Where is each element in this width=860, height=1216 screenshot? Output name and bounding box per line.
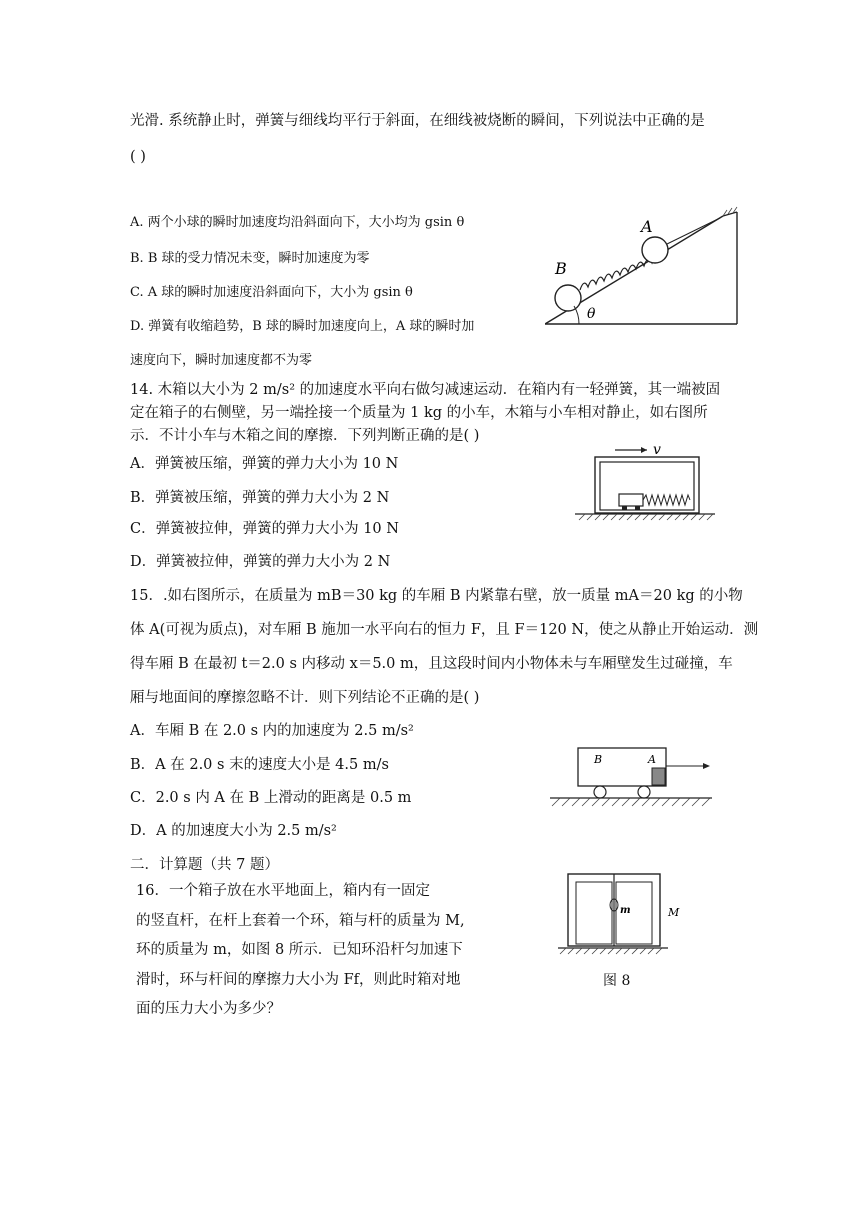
thread <box>667 218 720 244</box>
ball-a <box>642 237 668 263</box>
cart <box>619 494 643 506</box>
q16-box-figure <box>556 870 686 960</box>
label-a: A <box>641 217 653 236</box>
label-m: m <box>620 905 631 916</box>
q13-incline-figure <box>545 202 745 330</box>
label-big-m: M <box>668 906 680 919</box>
ground-hatch <box>552 798 710 806</box>
q14-line1: 14. 木箱以大小为 2 m/s² 的加速度水平向右做匀减速运动．在箱内有一轻弹簧，其一端被固 <box>130 382 721 398</box>
q14-line2: 定在箱子的右侧壁，另一端拴接一个质量为 1 kg 的小车，木箱与小车相对静止，如右图所 <box>130 405 708 421</box>
q13-option-b: B. B 球的受力情况未变，瞬时加速度为零 <box>130 251 370 266</box>
force-arrowhead <box>703 763 710 769</box>
q13-answer-paren: ( ) <box>130 149 146 165</box>
q15-line2: 体 A(可视为质点)，对车厢 B 施加一水平向右的恒力 F，且 F＝120 N，使之从静止开始运动．测 <box>130 622 759 638</box>
q13-option-c: C. A 球的瞬时加速度沿斜面向下，大小为 gsin θ <box>130 285 413 300</box>
q15-option-b: B．A 在 2.0 s 末的速度大小是 4.5 m/s <box>130 757 389 773</box>
q15-option-a: A．车厢 B 在 2.0 s 内的加速度为 2.5 m/s² <box>130 723 414 739</box>
q14-option-a: A．弹簧被压缩，弹簧的弹力大小为 10 N <box>130 456 399 472</box>
wheel-left <box>594 786 606 798</box>
ball-b <box>555 285 581 311</box>
label-b: B <box>594 753 603 766</box>
q13-intro-line: 光滑. 系统静止时，弹簧与细线均平行于斜面，在细线被烧断的瞬间，下列说法中正确的是 <box>130 113 705 129</box>
q16-line5: 面的压力大小为多少？ <box>136 1001 281 1017</box>
q15-line4: 厢与地面间的摩擦忽略不计．则下列结论不正确的是( ) <box>130 690 480 706</box>
block-a <box>652 768 665 785</box>
figure-8-caption: 图 8 <box>603 973 631 989</box>
label-b: B <box>555 259 567 278</box>
q14-line3: 示．不计小车与木箱之间的摩擦．下列判断正确的是( ) <box>130 428 480 444</box>
q16-line1: 16．一个箱子放在水平地面上，箱内有一固定 <box>136 883 430 899</box>
q14-option-b: B．弹簧被压缩，弹簧的弹力大小为 2 N <box>130 490 390 506</box>
cart-wheel-right <box>635 506 640 510</box>
q15-line1: 15．.如右图所示，在质量为 mB＝30 kg 的车厢 B 内紧靠右壁，放一质量 mA＝20 kg 的小物 <box>130 588 743 604</box>
velocity-arrowhead <box>641 447 647 453</box>
q13-option-d-line1: D. 弹簧有收缩趋势，B 球的瞬时加速度向上，A 球的瞬时加 <box>130 319 475 334</box>
q15-cart-figure <box>548 744 718 810</box>
q16-line3: 环的质量为 m，如图 8 所示．已知环沿杆匀加速下 <box>136 942 463 958</box>
q16-line2: 的竖直杆，在杆上套着一个环，箱与杆的质量为 M, <box>136 913 465 929</box>
box-outer <box>595 457 699 513</box>
wheel-right <box>638 786 650 798</box>
ground-hatch <box>579 514 713 520</box>
spring <box>643 495 690 505</box>
label-a: A <box>648 753 656 766</box>
section-heading: 二．计算题（共 7 题） <box>130 857 279 873</box>
label-theta: θ <box>587 306 596 322</box>
q14-option-d: D．弹簧被拉伸，弹簧的弹力大小为 2 N <box>130 554 391 570</box>
q14-box-figure <box>575 440 717 524</box>
q13-option-a: A. 两个小球的瞬时加速度均沿斜面向下，大小均为 gsin θ <box>130 215 465 230</box>
label-v: v <box>653 442 661 458</box>
q16-line4: 滑时，环与杆间的摩擦力大小为 Ff，则此时箱对地 <box>136 972 461 988</box>
q13-option-d-line2: 速度向下，瞬时加速度都不为零 <box>130 353 313 368</box>
q15-option-c: C．2.0 s 内 A 在 B 上滑动的距离是 0.5 m <box>130 790 412 806</box>
cart-wheel-left <box>622 506 627 510</box>
q15-option-d: D．A 的加速度大小为 2.5 m/s² <box>130 823 337 839</box>
box-panel-left <box>576 882 612 944</box>
ground-hatch <box>560 948 662 954</box>
q14-option-c: C．弹簧被拉伸，弹簧的弹力大小为 10 N <box>130 521 399 537</box>
q15-line3: 得车厢 B 在最初 t＝2.0 s 内移动 x＝5.0 m，且这段时间内小物体未与车厢壁发生过碰撞，车 <box>130 656 733 672</box>
